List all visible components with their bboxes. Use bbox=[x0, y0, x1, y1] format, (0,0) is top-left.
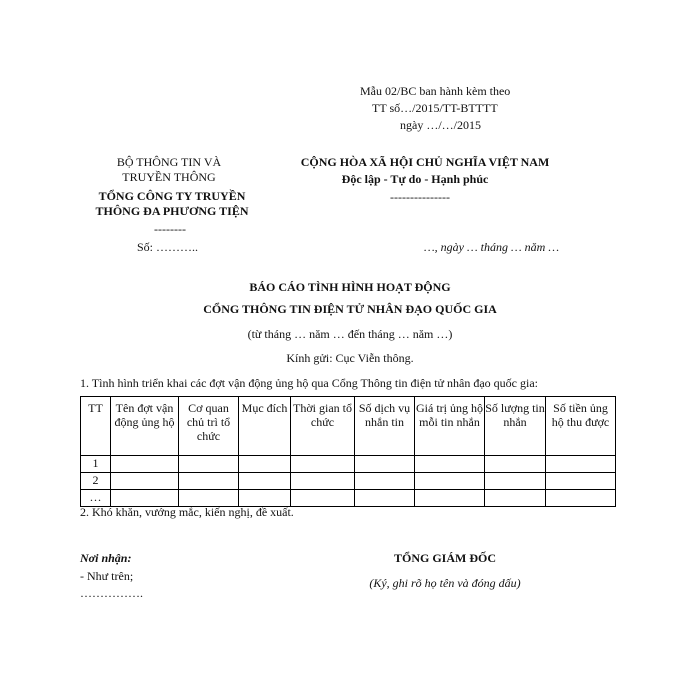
form-note-line-1: Mẫu 02/BC ban hành kèm theo bbox=[360, 84, 511, 98]
document-number: Số: ……….. bbox=[137, 240, 199, 254]
national-divider: --------------- bbox=[390, 190, 450, 204]
receivers-item: ……………. bbox=[80, 586, 143, 600]
col-header-time: Thời gian tổ chức bbox=[291, 397, 355, 456]
col-header-amount-raised: Số tiền ủng hộ thu được bbox=[546, 397, 616, 456]
form-note-line-3: ngày …/…/2015 bbox=[400, 118, 481, 132]
row-number: 2 bbox=[81, 473, 111, 490]
row-number: … bbox=[81, 490, 111, 507]
table-row bbox=[81, 473, 616, 490]
col-header-sms-service: Số dịch vụ nhắn tin bbox=[355, 397, 415, 456]
national-motto: CỘNG HÒA XÃ HỘI CHỦ NGHĨA VIỆT NAM bbox=[300, 155, 550, 169]
report-title-line-1: BÁO CÁO TÌNH HÌNH HOẠT ĐỘNG bbox=[249, 280, 451, 294]
section-1-heading: 1. Tình hình triển khai các đợt vận động ủng hộ qua Cổng Thông tin điện tử nhân đạo quốc gia: bbox=[80, 376, 538, 390]
recipient-line: Kính gửi: Cục Viễn thông. bbox=[286, 351, 414, 365]
report-title-line-2: CỔNG THÔNG TIN ĐIỆN TỬ NHÂN ĐẠO QUỐC GIA bbox=[203, 302, 497, 316]
report-period: (từ tháng … năm … đến tháng … năm …) bbox=[247, 327, 453, 341]
signer-note: (Ký, ghi rõ họ tên và đóng dấu) bbox=[369, 576, 521, 590]
ministry-name: BỘ THÔNG TIN VÀ TRUYỀN THÔNG bbox=[116, 155, 222, 184]
company-name: TỔNG CÔNG TY TRUYỀN THÔNG ĐA PHƯƠNG TIỆN bbox=[95, 189, 249, 218]
col-header-tt: TT bbox=[81, 397, 111, 456]
col-header-purpose: Mục đích bbox=[239, 397, 291, 456]
col-header-host-agency: Cơ quan chủ trì tổ chức bbox=[179, 397, 239, 456]
section-2-heading: 2. Khó khăn, vướng mắc, kiến nghị, đề xuất. bbox=[80, 505, 294, 519]
col-header-campaign-name: Tên đợt vận động ủng hộ bbox=[111, 397, 179, 456]
national-slogan: Độc lập - Tự do - Hạnh phúc bbox=[341, 172, 489, 186]
form-note-line-2: TT số…/2015/TT-BTTTT bbox=[372, 101, 498, 115]
date-line: …, ngày … tháng … năm … bbox=[424, 240, 560, 254]
table-row bbox=[81, 490, 616, 507]
col-header-sms-count: Số lượng tin nhắn bbox=[485, 397, 546, 456]
receivers-item: - Như trên; bbox=[80, 569, 134, 583]
org-divider: -------- bbox=[154, 222, 186, 236]
row-number: 1 bbox=[81, 456, 111, 473]
col-header-value-per-sms: Giá trị ủng hộ mỗi tin nhắn bbox=[415, 397, 485, 456]
signer-title: TỔNG GIÁM ĐỐC bbox=[394, 551, 496, 565]
receivers-label: Nơi nhận: bbox=[80, 551, 132, 565]
table-header-row bbox=[81, 397, 616, 456]
campaign-table bbox=[80, 396, 616, 507]
table-row bbox=[81, 456, 616, 473]
